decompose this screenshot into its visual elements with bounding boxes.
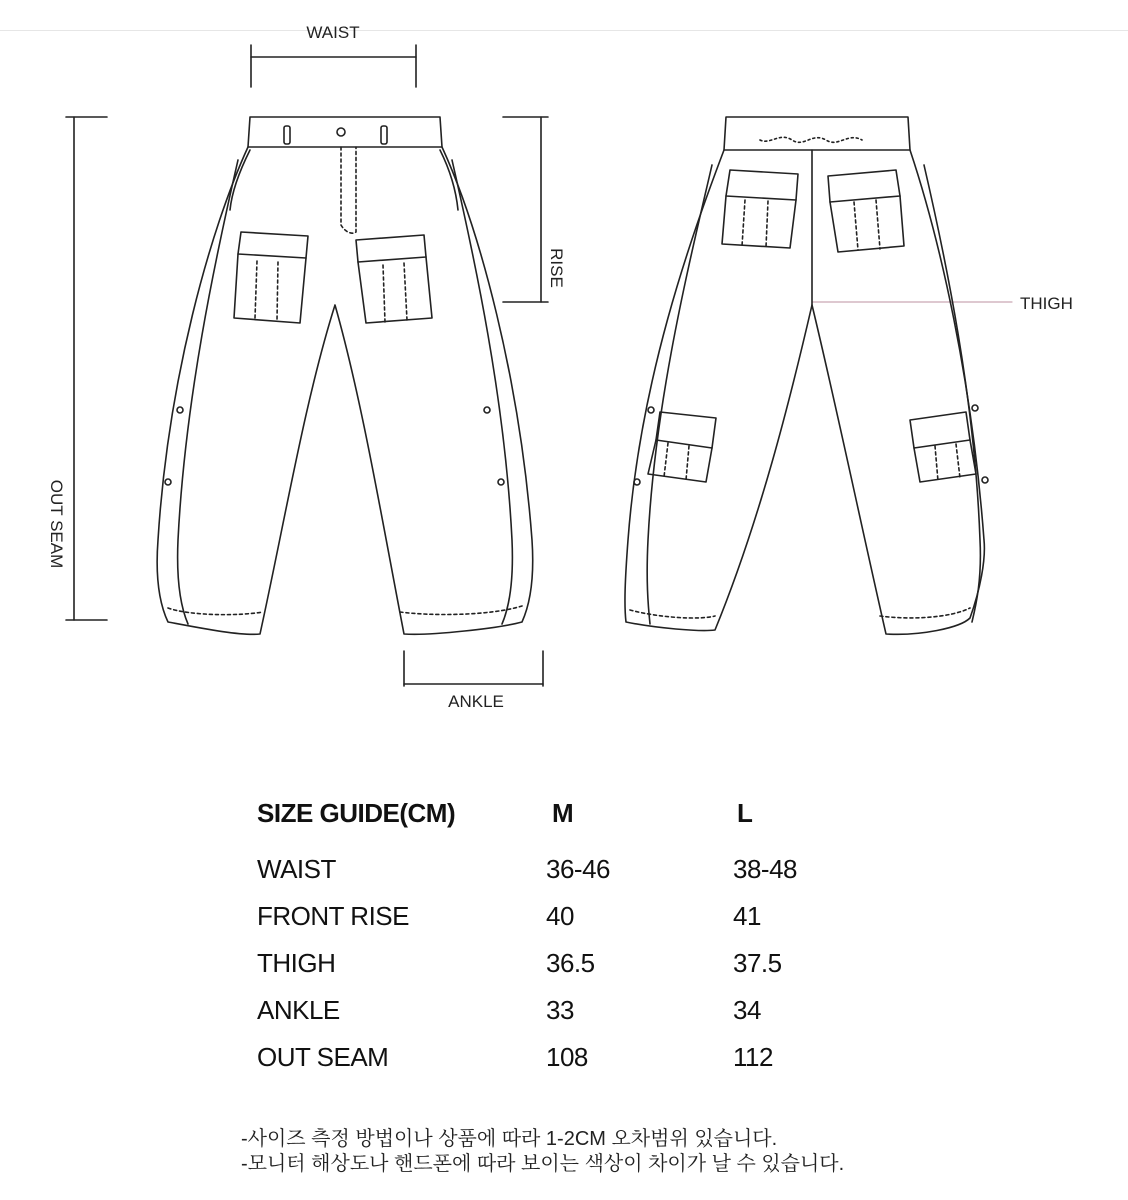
- ankle-label: ANKLE: [448, 692, 504, 711]
- size-guide-header: [257, 798, 897, 838]
- size-guide-table: [257, 798, 897, 1089]
- row-value-m: 33: [546, 995, 574, 1025]
- out-seam-dimension: [66, 117, 107, 620]
- size-notes: [241, 1127, 844, 1177]
- row-label: OUT SEAM: [257, 1042, 389, 1072]
- note-line: -모니터 해상도나 핸드폰에 따라 보이는 색상이 차이가 날 수 있습니다.: [241, 1153, 845, 1175]
- row-value-l: 34: [733, 995, 761, 1025]
- rise-label: RISE: [547, 248, 566, 288]
- row-value-l: 112: [733, 1042, 773, 1072]
- note-line: -사이즈 측정 방법이나 상품에 따라 1-2CM 오차범위 있습니다.: [241, 1128, 778, 1150]
- table-row: [257, 1042, 897, 1089]
- ankle-dimension: [404, 651, 543, 686]
- row-value-l: 38-48: [733, 854, 797, 884]
- row-value-l: 41: [733, 901, 761, 931]
- size-guide-title: SIZE GUIDE(CM): [257, 798, 456, 828]
- row-value-m: 36-46: [546, 854, 610, 884]
- column-l: L: [737, 798, 753, 828]
- table-row: [257, 901, 897, 948]
- row-label: WAIST: [257, 854, 336, 884]
- row-label: FRONT RISE: [257, 901, 409, 931]
- row-value-m: 40: [546, 901, 574, 931]
- waist-label: WAIST: [306, 23, 360, 42]
- thigh-label: THIGH: [1020, 294, 1073, 313]
- rise-dimension: [503, 117, 548, 302]
- row-label: THIGH: [257, 948, 336, 978]
- table-row: [257, 948, 897, 995]
- row-value-m: 108: [546, 1042, 588, 1072]
- table-row: [257, 854, 897, 901]
- out-seam-label: OUT SEAM: [47, 479, 66, 569]
- row-label: ANKLE: [257, 995, 340, 1025]
- column-m: M: [552, 798, 574, 828]
- table-row: [257, 995, 897, 1042]
- waist-dimension: [251, 45, 416, 87]
- row-value-m: 36.5: [546, 948, 595, 978]
- back-pants-drawing: [625, 117, 988, 634]
- front-pants-drawing: [157, 117, 533, 634]
- row-value-l: 37.5: [733, 948, 782, 978]
